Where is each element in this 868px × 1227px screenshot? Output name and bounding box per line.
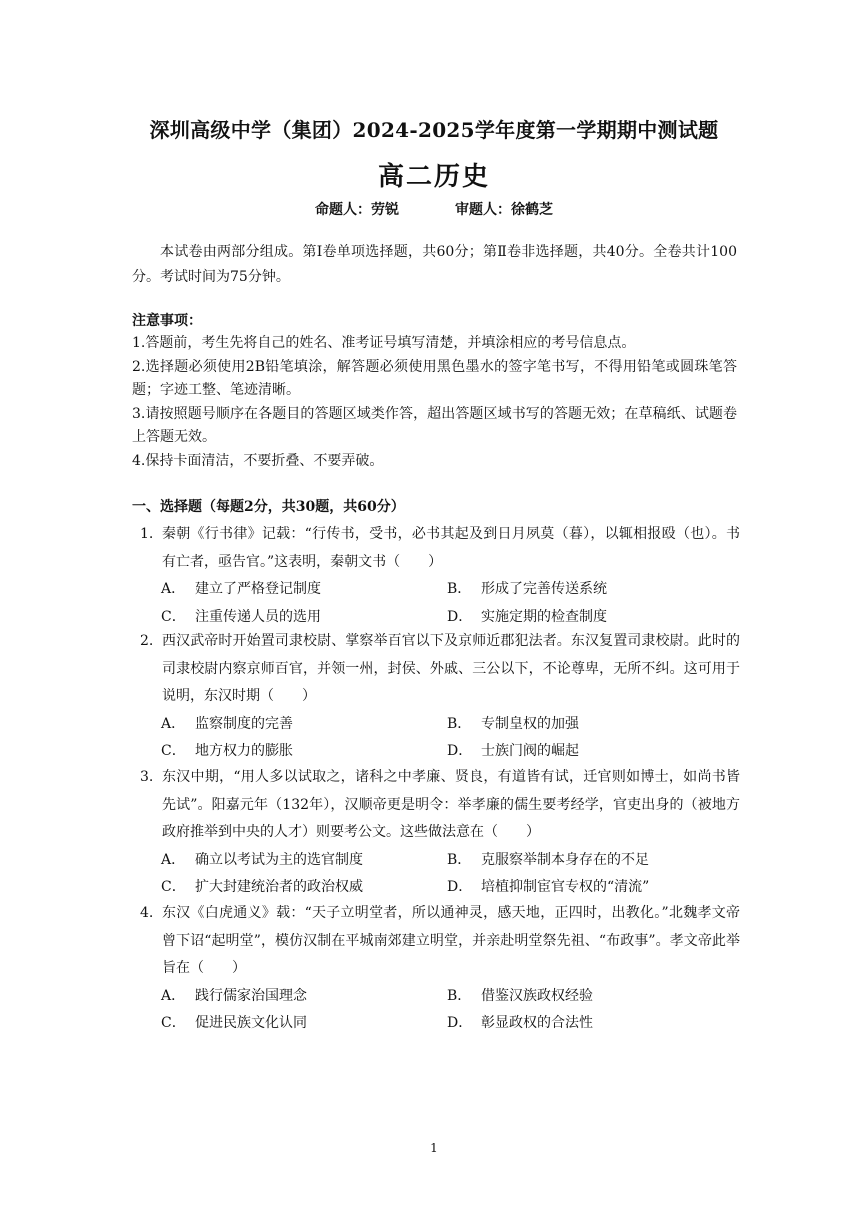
authors-line bbox=[0, 199, 868, 219]
exam-title: 深圳高级中学（集团）2024-2025学年度第一学期期中测试题 bbox=[149, 118, 719, 142]
option-d bbox=[447, 1010, 733, 1038]
option-text: 扩大封建统治者的政治权威 bbox=[195, 879, 363, 895]
options bbox=[132, 711, 740, 766]
options bbox=[132, 983, 740, 1038]
question-number: 4. bbox=[140, 905, 154, 921]
option-text: 确立以考试为主的选官制度 bbox=[195, 851, 363, 868]
option-d bbox=[447, 604, 733, 632]
question-stem bbox=[132, 628, 740, 711]
option-d bbox=[447, 874, 733, 902]
question-2 bbox=[132, 628, 740, 766]
notice-item: 3.请按照题号顺序在各题目的答题区域类作答，超出答题区域书写的答题无效；在草稿纸、试题卷上答题无效。 bbox=[132, 405, 737, 445]
option-letter: B． bbox=[447, 851, 472, 868]
option-letter: A． bbox=[161, 715, 186, 732]
option-letter: A． bbox=[161, 851, 186, 868]
option-d bbox=[447, 738, 733, 766]
setter: 命题人：劳锐 bbox=[315, 202, 399, 218]
question-1 bbox=[132, 521, 740, 631]
option-text: 士族门阀的崛起 bbox=[481, 743, 579, 759]
option-letter: B． bbox=[447, 581, 472, 597]
option-c bbox=[161, 738, 447, 766]
options bbox=[132, 847, 740, 902]
option-c bbox=[161, 1010, 447, 1038]
question-number: 3. bbox=[140, 769, 154, 785]
option-text: 监察制度的完善 bbox=[195, 715, 293, 732]
option-letter: C． bbox=[161, 743, 186, 759]
section-heading: 一、选择题（每题2分，共30题，共60分） bbox=[132, 499, 405, 515]
option-c bbox=[161, 874, 447, 902]
option-a bbox=[161, 847, 447, 875]
question-stem bbox=[132, 764, 740, 847]
option-letter: A． bbox=[161, 581, 186, 597]
intro-paragraph: 本试卷由两部分组成。第Ⅰ卷单项选择题，共60分；第Ⅱ卷非选择题，共40分。全卷共计100分。考试时间为75分钟。 bbox=[132, 244, 737, 285]
option-text: 建立了严格登记制度 bbox=[195, 581, 321, 597]
option-c bbox=[161, 604, 447, 632]
option-b bbox=[447, 847, 733, 875]
option-b bbox=[447, 983, 733, 1011]
notice-heading: 注意事项： bbox=[132, 313, 202, 329]
option-text: 借鉴汉族政权经验 bbox=[481, 987, 593, 1004]
question-text: 东汉中期，“用人多以试取之，诸科之中孝廉、贤良，有道皆有试，迁官则如博士，如尚书皆先试”。阳嘉元年（132年），汉顺帝更是明令：举孝廉的儒生要考经学，官吏出身的（被地方政府推举到中央的人才）则要考公文。这些做法意在（ ） bbox=[162, 769, 740, 840]
option-text: 培植抑制宦官专权的“清流” bbox=[481, 879, 650, 895]
option-a bbox=[161, 711, 447, 739]
subject-title: 高二历史 bbox=[377, 162, 490, 192]
question-text: 秦朝《行书律》记载：“行传书，受书，必书其起及到日月夙莫（暮），以辄相报殴（也）。书有亡者，亟告官。”这表明，秦朝文书（ ） bbox=[162, 526, 740, 570]
option-letter: B． bbox=[447, 715, 472, 732]
option-letter: A． bbox=[161, 987, 186, 1004]
option-letter: C． bbox=[161, 879, 186, 895]
option-letter: D． bbox=[447, 608, 473, 625]
option-text: 克服察举制本身存在的不足 bbox=[481, 851, 649, 868]
notice-item: 4.保持卡面清洁，不要折叠、不要弄破。 bbox=[132, 452, 384, 469]
option-text: 形成了完善传送系统 bbox=[481, 581, 607, 597]
option-letter: C． bbox=[161, 1015, 186, 1031]
notice-item: 1.答题前，考生先将自己的姓名、准考证号填写清楚，并填涂相应的考号信息点。 bbox=[132, 335, 636, 351]
question-stem bbox=[132, 900, 740, 983]
question-stem bbox=[132, 521, 740, 576]
option-a bbox=[161, 983, 447, 1011]
option-text: 实施定期的检查制度 bbox=[481, 608, 607, 625]
option-text: 促进民族文化认同 bbox=[195, 1015, 307, 1031]
option-b bbox=[447, 711, 733, 739]
options bbox=[132, 576, 740, 631]
option-letter: D． bbox=[447, 879, 473, 895]
question-number: 2. bbox=[140, 633, 154, 649]
option-text: 注重传递人员的选用 bbox=[195, 608, 321, 625]
question-4 bbox=[132, 900, 740, 1038]
question-3 bbox=[132, 764, 740, 902]
option-letter: D． bbox=[447, 1015, 473, 1031]
option-letter: B． bbox=[447, 987, 472, 1004]
option-text: 地方权力的膨胀 bbox=[195, 743, 293, 759]
option-text: 专制皇权的加强 bbox=[481, 715, 579, 732]
option-letter: D． bbox=[447, 743, 473, 759]
notice-item: 2.选择题必须使用2B铅笔填涂，解答题必须使用黑色墨水的签字笔书写，不得用铅笔或圆珠笔答题；字迹工整、笔迹清晰。 bbox=[132, 358, 737, 398]
notice-list bbox=[132, 332, 737, 473]
question-text: 东汉《白虎通义》载：“天子立明堂者，所以通神灵，感天地，正四时，出教化。”北魏孝文帝曾下诏“起明堂”，模仿汉制在平城南郊建立明堂，并亲赴明堂祭先祖、“布政事”。孝文帝此举旨在（ ） bbox=[162, 905, 740, 976]
option-text: 践行儒家治国理念 bbox=[195, 987, 307, 1004]
question-number: 1. bbox=[140, 526, 154, 542]
option-b bbox=[447, 576, 733, 604]
option-a bbox=[161, 576, 447, 604]
page-number: 1 bbox=[430, 1141, 438, 1155]
question-text: 西汉武帝时开始置司隶校尉、掌察举百官以下及京师近郡犯法者。东汉复置司隶校尉。此时的司隶校尉内察京师百官，并领一州，封侯、外戚、三公以下，不论尊卑，无所不纠。这可用于说明，东汉时期（ ） bbox=[162, 633, 740, 704]
option-text: 彰显政权的合法性 bbox=[481, 1015, 593, 1031]
option-letter: C． bbox=[161, 608, 186, 625]
reviewer: 审题人：徐鹤芝 bbox=[455, 202, 553, 218]
